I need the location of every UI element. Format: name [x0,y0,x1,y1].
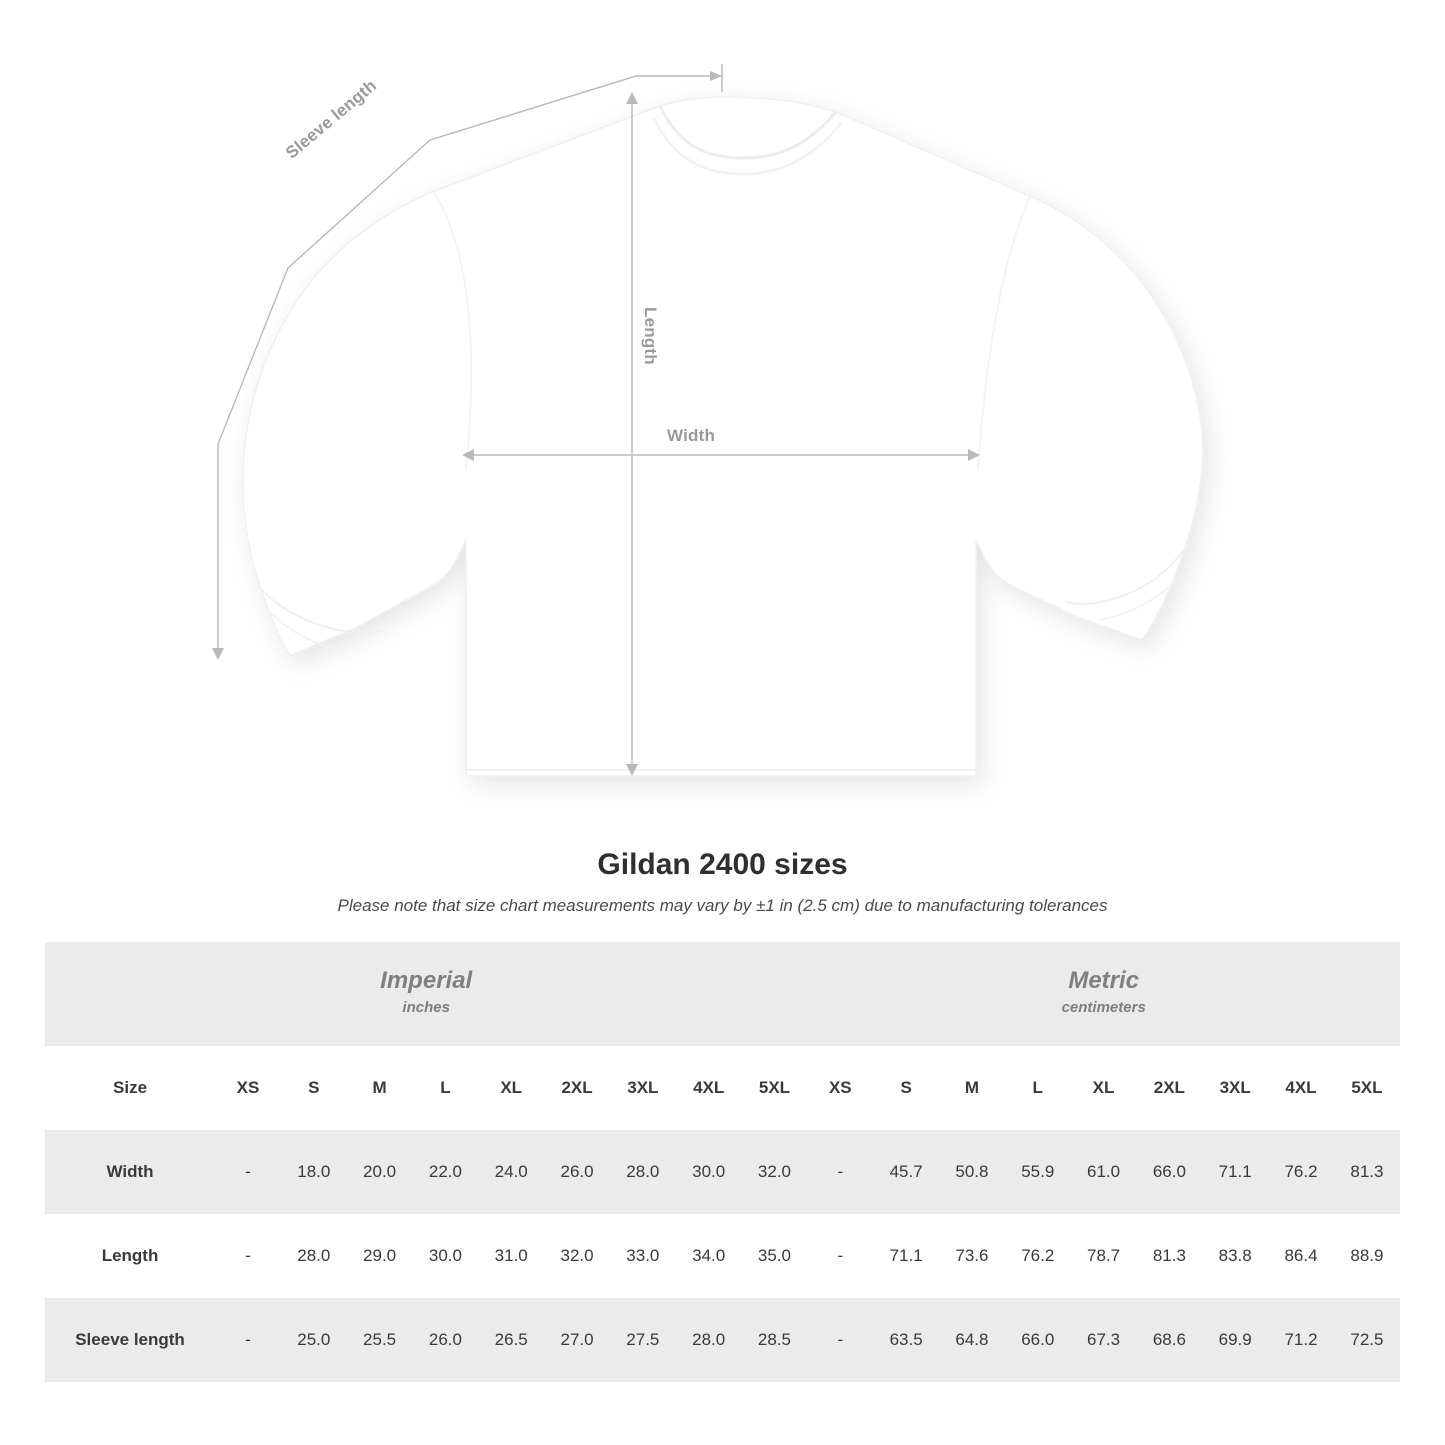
width-imperial-3xl: 28.0 [610,1130,676,1214]
length-metric-s: 71.1 [873,1214,939,1298]
metric-unit-name: Metric [1068,967,1140,994]
size-header-metric-3xl: 3XL [1202,1046,1268,1130]
width-metric-2xl: 66.0 [1136,1130,1202,1214]
size-header-imperial-xs: XS [215,1046,281,1130]
sleeve-imperial-4xl: 28.0 [676,1298,742,1382]
length-metric-l: 76.2 [1005,1214,1071,1298]
width-imperial-l: 22.0 [413,1130,479,1214]
sleeve-metric-xs: - [807,1298,873,1382]
page-title: Gildan 2400 sizes [597,848,848,881]
length-metric-m: 73.6 [939,1214,1005,1298]
length-imperial-3xl: 33.0 [610,1214,676,1298]
size-table-wrapper [45,942,1400,1382]
width-imperial-xl: 24.0 [478,1130,544,1214]
length-metric-xl: 78.7 [1071,1214,1137,1298]
size-header-imperial-3xl: 3XL [610,1046,676,1130]
width-metric-4xl: 76.2 [1268,1130,1334,1214]
imperial-unit-header [45,942,807,1046]
width-dimension-label: Width [667,426,716,445]
width-metric-m: 50.8 [939,1130,1005,1214]
length-imperial-5xl: 35.0 [742,1214,808,1298]
length-dimension-label: Length [641,307,660,365]
length-imperial-l: 30.0 [413,1214,479,1298]
unit-header-row [45,942,1400,1046]
length-imperial-m: 29.0 [347,1214,413,1298]
sleeve-metric-l: 66.0 [1005,1298,1071,1382]
size-header-metric-l: L [1005,1046,1071,1130]
width-imperial-xs: - [215,1130,281,1214]
row-label-sleeve-length: Sleeve length [45,1298,215,1382]
length-metric-5xl: 88.9 [1334,1214,1400,1298]
size-header-metric-xs: XS [807,1046,873,1130]
sleeve-length-dimension-label: Sleeve length [282,75,381,163]
row-label-length: Length [45,1214,215,1298]
width-imperial-4xl: 30.0 [676,1130,742,1214]
size-header-imperial-s: S [281,1046,347,1130]
length-imperial-4xl: 34.0 [676,1214,742,1298]
chart-heading [0,848,1445,916]
length-metric-2xl: 81.3 [1136,1214,1202,1298]
width-imperial-5xl: 32.0 [742,1130,808,1214]
imperial-unit-sub: inches [402,999,450,1016]
length-imperial-xs: - [215,1214,281,1298]
size-header-imperial-4xl: 4XL [676,1046,742,1130]
size-header-metric-xl: XL [1071,1046,1137,1130]
sleeve-imperial-l: 26.0 [413,1298,479,1382]
sleeve-metric-3xl: 69.9 [1202,1298,1268,1382]
table-row [45,1298,1400,1382]
metric-unit-header [807,942,1400,1046]
sleeve-metric-xl: 67.3 [1071,1298,1137,1382]
table-row [45,1130,1400,1214]
sleeve-metric-s: 63.5 [873,1298,939,1382]
width-metric-5xl: 81.3 [1334,1130,1400,1214]
size-header-metric-2xl: 2XL [1136,1046,1202,1130]
size-header-row [45,1046,1400,1130]
width-metric-s: 45.7 [873,1130,939,1214]
tolerance-note: Please note that size chart measurements may vary by ±1 in (2.5 cm) due to manufacturing tolerances [337,896,1108,915]
width-metric-l: 55.9 [1005,1130,1071,1214]
table-row [45,1214,1400,1298]
size-column-header: Size [45,1046,215,1130]
sleeve-imperial-3xl: 27.5 [610,1298,676,1382]
size-header-metric-s: S [873,1046,939,1130]
length-metric-4xl: 86.4 [1268,1214,1334,1298]
size-header-imperial-5xl: 5XL [742,1046,808,1130]
width-metric-3xl: 71.1 [1202,1130,1268,1214]
width-imperial-m: 20.0 [347,1130,413,1214]
row-label-width: Width [45,1130,215,1214]
sleeve-imperial-s: 25.0 [281,1298,347,1382]
length-metric-3xl: 83.8 [1202,1214,1268,1298]
size-header-metric-4xl: 4XL [1268,1046,1334,1130]
width-imperial-2xl: 26.0 [544,1130,610,1214]
size-header-imperial-m: M [347,1046,413,1130]
sleeve-imperial-m: 25.5 [347,1298,413,1382]
size-table [45,942,1400,1382]
width-metric-xs: - [807,1130,873,1214]
sleeve-metric-2xl: 68.6 [1136,1298,1202,1382]
sleeve-imperial-xs: - [215,1298,281,1382]
sleeve-metric-4xl: 71.2 [1268,1298,1334,1382]
sleeve-metric-m: 64.8 [939,1298,1005,1382]
size-header-metric-m: M [939,1046,1005,1130]
length-imperial-s: 28.0 [281,1214,347,1298]
sleeve-metric-5xl: 72.5 [1334,1298,1400,1382]
size-header-imperial-l: L [413,1046,479,1130]
width-metric-xl: 61.0 [1071,1130,1137,1214]
imperial-unit-name: Imperial [380,967,473,994]
length-imperial-xl: 31.0 [478,1214,544,1298]
sleeve-imperial-xl: 26.5 [478,1298,544,1382]
metric-unit-sub: centimeters [1061,999,1146,1016]
size-header-metric-5xl: 5XL [1334,1046,1400,1130]
length-imperial-2xl: 32.0 [544,1214,610,1298]
length-metric-xs: - [807,1214,873,1298]
size-header-imperial-2xl: 2XL [544,1046,610,1130]
sleeve-imperial-2xl: 27.0 [544,1298,610,1382]
size-header-imperial-xl: XL [478,1046,544,1130]
sleeve-imperial-5xl: 28.5 [742,1298,808,1382]
width-imperial-s: 18.0 [281,1130,347,1214]
